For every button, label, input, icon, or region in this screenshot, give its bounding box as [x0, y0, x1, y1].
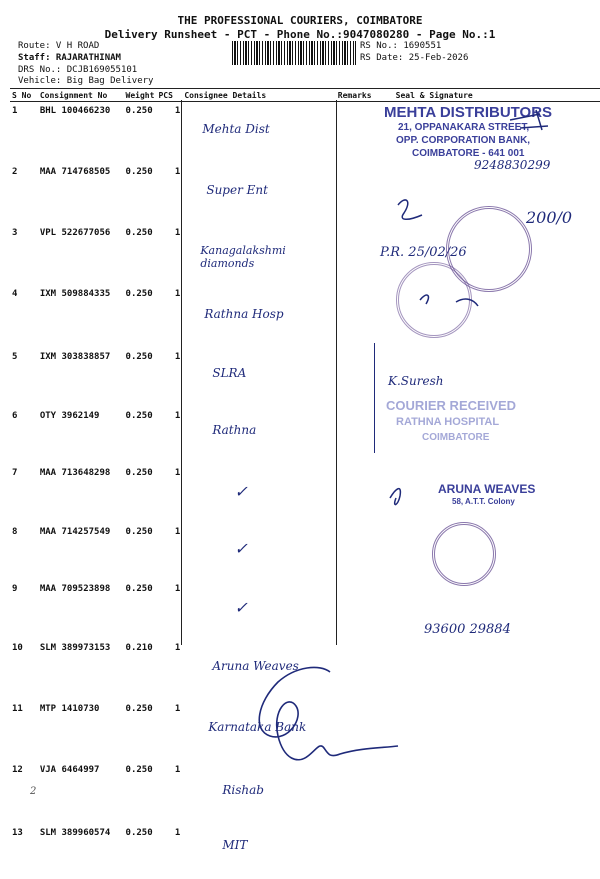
courier-signature [259, 667, 398, 759]
courier-stamp-l2: RATHNA HOSPITAL [396, 416, 500, 428]
col-sno: S No [10, 89, 38, 102]
row-seal [384, 824, 600, 879]
row-pcs: 1 [174, 228, 181, 238]
row-consignee: Karnataka Bank [208, 720, 307, 734]
row-sno: 11 [12, 704, 23, 714]
row-consignee: Kanagalakshmi diamonds [200, 244, 286, 270]
mehta-stamp-addr1: 21, OPPANAKARA STREET, [398, 122, 530, 133]
row-sno: 12 [12, 765, 23, 775]
row-weight: 0.250 [125, 167, 153, 177]
row-consignee: Mehta Dist [202, 122, 270, 136]
rs-number: RS No.: 1690551 [360, 41, 442, 51]
row-pcs: 1 [174, 527, 181, 537]
row-consignment: SLM 389960574 [39, 828, 111, 838]
drs-number: DRS No.: DCJB169055101 [18, 65, 138, 75]
row4-note: P.R. 25/02/26 [380, 245, 467, 260]
rs-date: RS Date: 25-Feb-2026 [360, 53, 469, 63]
col-weight: Weight [125, 90, 155, 100]
footer-page: 2 [30, 786, 37, 797]
row3-note: 200/0 [526, 208, 573, 227]
row-consignee: Rathna Hosp [204, 307, 284, 321]
aruna-stamp-addr: 58, A.T.T. Colony [452, 497, 515, 506]
row-pcs: 1 [174, 411, 181, 421]
row-consignee: Aruna Weaves [212, 659, 299, 673]
row-weight: 0.250 [125, 228, 153, 238]
row-pcs: 1 [174, 468, 181, 478]
row-pcs: 1 [174, 643, 181, 653]
row-weight: 0.250 [125, 765, 153, 775]
row-weight: 0.250 [125, 704, 153, 714]
row-weight: 0.250 [125, 106, 153, 116]
row-weight: 0.250 [125, 289, 153, 299]
col-consignment: Consignment No [38, 89, 124, 102]
row-consignment: OTY 3962149 [39, 411, 100, 421]
row-weight: 0.250 [125, 584, 153, 594]
row3-signature [398, 200, 422, 219]
vehicle: Vehicle: Big Bag Delivery [18, 76, 154, 86]
row-pcs: 1 [174, 704, 181, 714]
row-remarks [336, 824, 384, 879]
row-consignment: SLM 389973153 [39, 643, 111, 653]
company-title: THE PROFESSIONAL COURIERS, COIMBATORE [177, 14, 423, 27]
row-sno: 1 [12, 106, 18, 116]
row-pcs: 1 [174, 289, 181, 299]
row-weight: 0.250 [125, 468, 153, 478]
courier-sign: K.Suresh [388, 374, 444, 388]
row-consignment: MAA 714257549 [39, 527, 111, 537]
row-consignee: MIT [222, 838, 248, 852]
row-pcs: 1 [174, 106, 181, 116]
row-consignee: ✓ [234, 539, 248, 558]
row-consignment: VJA 6464997 [39, 765, 100, 775]
row-sno: 2 [12, 167, 18, 177]
row5-signature [420, 295, 478, 306]
row-pcs: 1 [174, 352, 181, 362]
col-pcs: PCS [156, 89, 182, 102]
route: Route: V H ROAD [18, 41, 100, 51]
row-sno: 5 [12, 352, 18, 362]
row-consignment: MTP 1410730 [39, 704, 100, 714]
row-sno: 13 [12, 828, 23, 838]
row-sno: 6 [12, 411, 18, 421]
aruna-stamp-name: ARUNA WEAVES [438, 482, 536, 496]
row-consignment: MAA 709523898 [39, 584, 111, 594]
row-consignee: Rishab [222, 783, 264, 797]
row-sno: 4 [12, 289, 18, 299]
row-consignment: VPL 522677056 [39, 228, 111, 238]
row-consignment: IXM 509884335 [39, 289, 111, 299]
row-weight: 0.250 [125, 527, 153, 537]
row-sno: 9 [12, 584, 18, 594]
row-consignee: Rathna [212, 423, 257, 437]
mehta-stamp-addr2: OPP. CORPORATION BANK, [396, 135, 531, 146]
row-pcs: 1 [174, 167, 181, 177]
mehta-stamp-addr3: COIMBATORE - 641 001 [412, 148, 525, 159]
mehta-signature [510, 110, 548, 130]
row-pcs: 1 [174, 584, 181, 594]
row-weight: 0.250 [125, 411, 153, 421]
row-consignee: ✓ [234, 598, 248, 617]
col-consignee: Consignee Details [182, 89, 335, 102]
row-pcs: 1 [174, 828, 181, 838]
row-pcs: 1 [174, 765, 181, 775]
col-remarks: Remarks [336, 89, 384, 102]
staff: Staff: RAJARATHINAM [18, 53, 121, 63]
row-weight: 0.210 [125, 643, 153, 653]
courier-stamp-l1: COURIER RECEIVED [386, 398, 517, 413]
row-consignment: MAA 714768505 [39, 167, 111, 177]
row-weight: 0.250 [125, 828, 153, 838]
table-row [10, 824, 600, 879]
mehta-stamp-name: MEHTA DISTRIBUTORS [384, 104, 553, 121]
runsheet-subtitle: Delivery Runsheet - PCT - Phone No.:9047080280 - Page No.:1 [104, 28, 496, 41]
aruna-signature [390, 489, 400, 505]
col-seal: Seal & Signature [384, 89, 600, 102]
row-weight: 0.250 [125, 352, 153, 362]
row-consignment: BHL 100466230 [39, 106, 111, 116]
row-sno: 8 [12, 527, 18, 537]
courier-stamp-l3: COIMBATORE [422, 432, 490, 443]
mehta-phone: 9248830299 [474, 158, 551, 172]
row-consignment: IXM 303838857 [39, 352, 111, 362]
row-consignee: ✓ [234, 482, 248, 501]
row-sno: 3 [12, 228, 18, 238]
row13-note: 93600 29884 [424, 622, 511, 637]
row-consignment: MAA 713648298 [39, 468, 111, 478]
row-sno: 10 [12, 643, 23, 653]
row-consignee: SLRA [212, 366, 247, 380]
row-consignee: Super Ent [206, 183, 268, 197]
row-sno: 7 [12, 468, 18, 478]
